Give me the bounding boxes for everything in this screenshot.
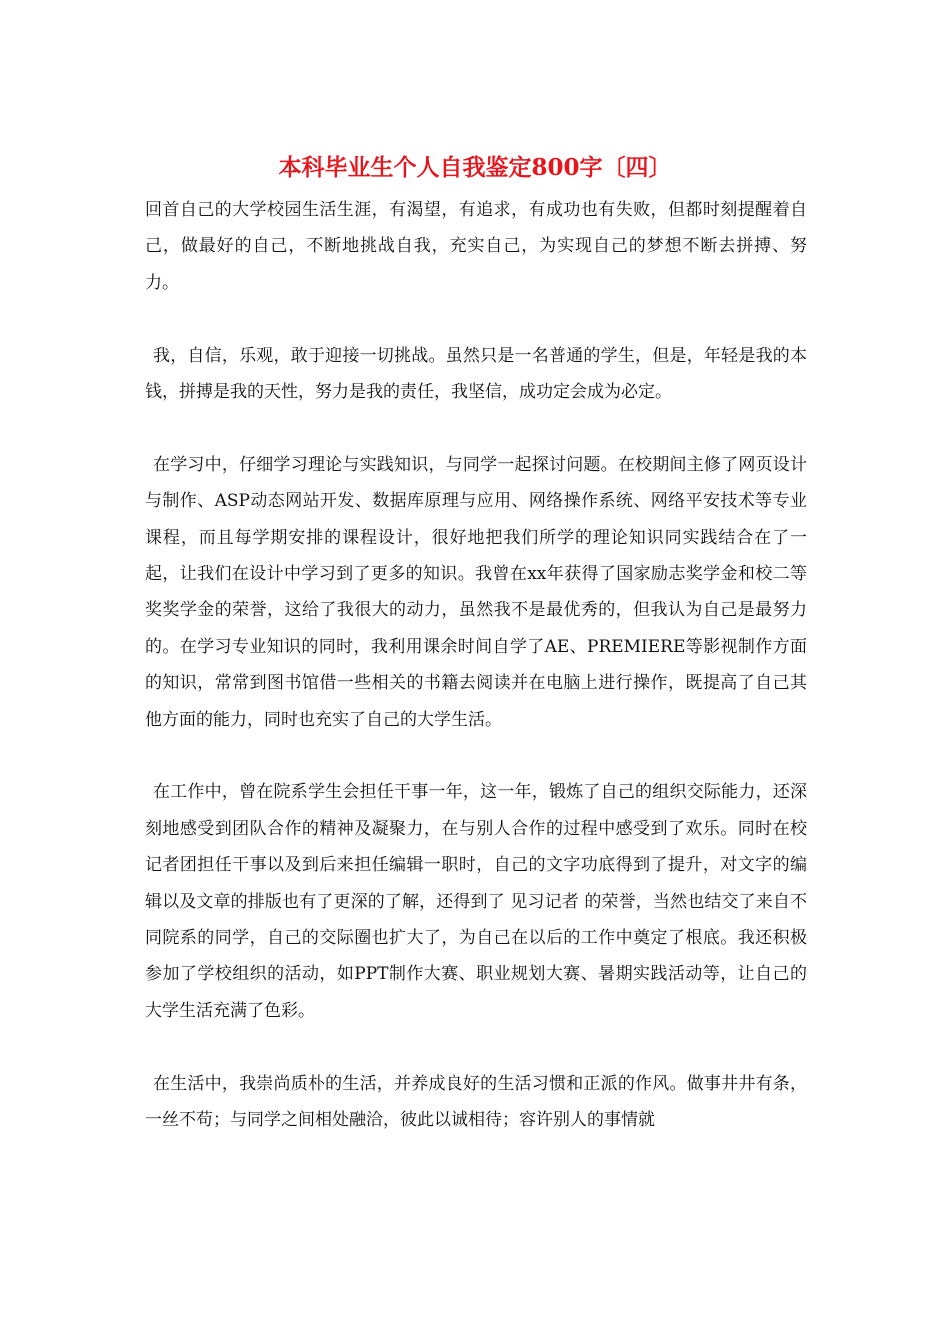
document-body	[145, 192, 807, 1175]
paragraph: 在工作中，曾在院系学生会担任干事一年，这一年，锻炼了自己的组织交际能力，还深刻地感受到团队合作的精神及凝聚力，在与别人合作的过程中感受到了欢乐。同时在校记者团担任干事以及到后来担任编辑一职时，自己的文字功底得到了提升，对文字的编辑以及文章的排版也有了更深的了解，还得到了 见习记者 的荣誉，当然也结交了来自不同院系的同学，自己的交际圈也扩大了，为自己在以后的工作中奠定了根底。我还积极参加了学校组织的活动，如PPT制作大赛、职业规划大赛、暑期实践活动等，让自己的大学生活充满了色彩。	[145, 782, 807, 1021]
paragraph: 在生活中，我崇尚质朴的生活，并养成良好的生活习惯和正派的作风。做事井井有条，一丝不苟；与同学之间相处融洽，彼此以诚相待；容许别人的事情就	[145, 1073, 807, 1131]
paragraph: 在学习中，仔细学习理论与实践知识，与同学一起探讨问题。在校期间主修了网页设计与制作、ASP动态网站开发、数据库原理与应用、网络操作系统、网络平安技术等专业课程，而且每学期安排的课程设计，很好地把我们所学的理论知识同实践结合在了一起，让我们在设计中学习到了更多的知识。我曾在xx年获得了国家励志奖学金和校二等奖奖学金的荣誉，这给了我很大的动力，虽然我不是最优秀的，但我认为自己是最努力的。在学习专业知识的同时，我利用课余时间自学了AE、PREMIERE等影视制作方面的知识，常常到图书馆借一些相关的书籍去阅读并在电脑上进行操作，既提高了自己其他方面的能力，同时也充实了自己的大学生活。	[145, 454, 807, 730]
document-title: 本科毕业生个人自我鉴定800字〔四〕	[278, 154, 672, 181]
paragraph: 我，自信，乐观，敢于迎接一切挑战。虽然只是一名普通的学生，但是，年轻是我的本钱，拼搏是我的天性，努力是我的责任，我坚信，成功定会成为必定。	[145, 345, 807, 403]
paragraph: 回首自己的大学校园生活生涯，有渴望，有追求，有成功也有失败，但都时刻提醒着自己，做最好的自己，不断地挑战自我，充实自己，为实现自己的梦想不断去拼搏、努力。	[145, 200, 807, 293]
